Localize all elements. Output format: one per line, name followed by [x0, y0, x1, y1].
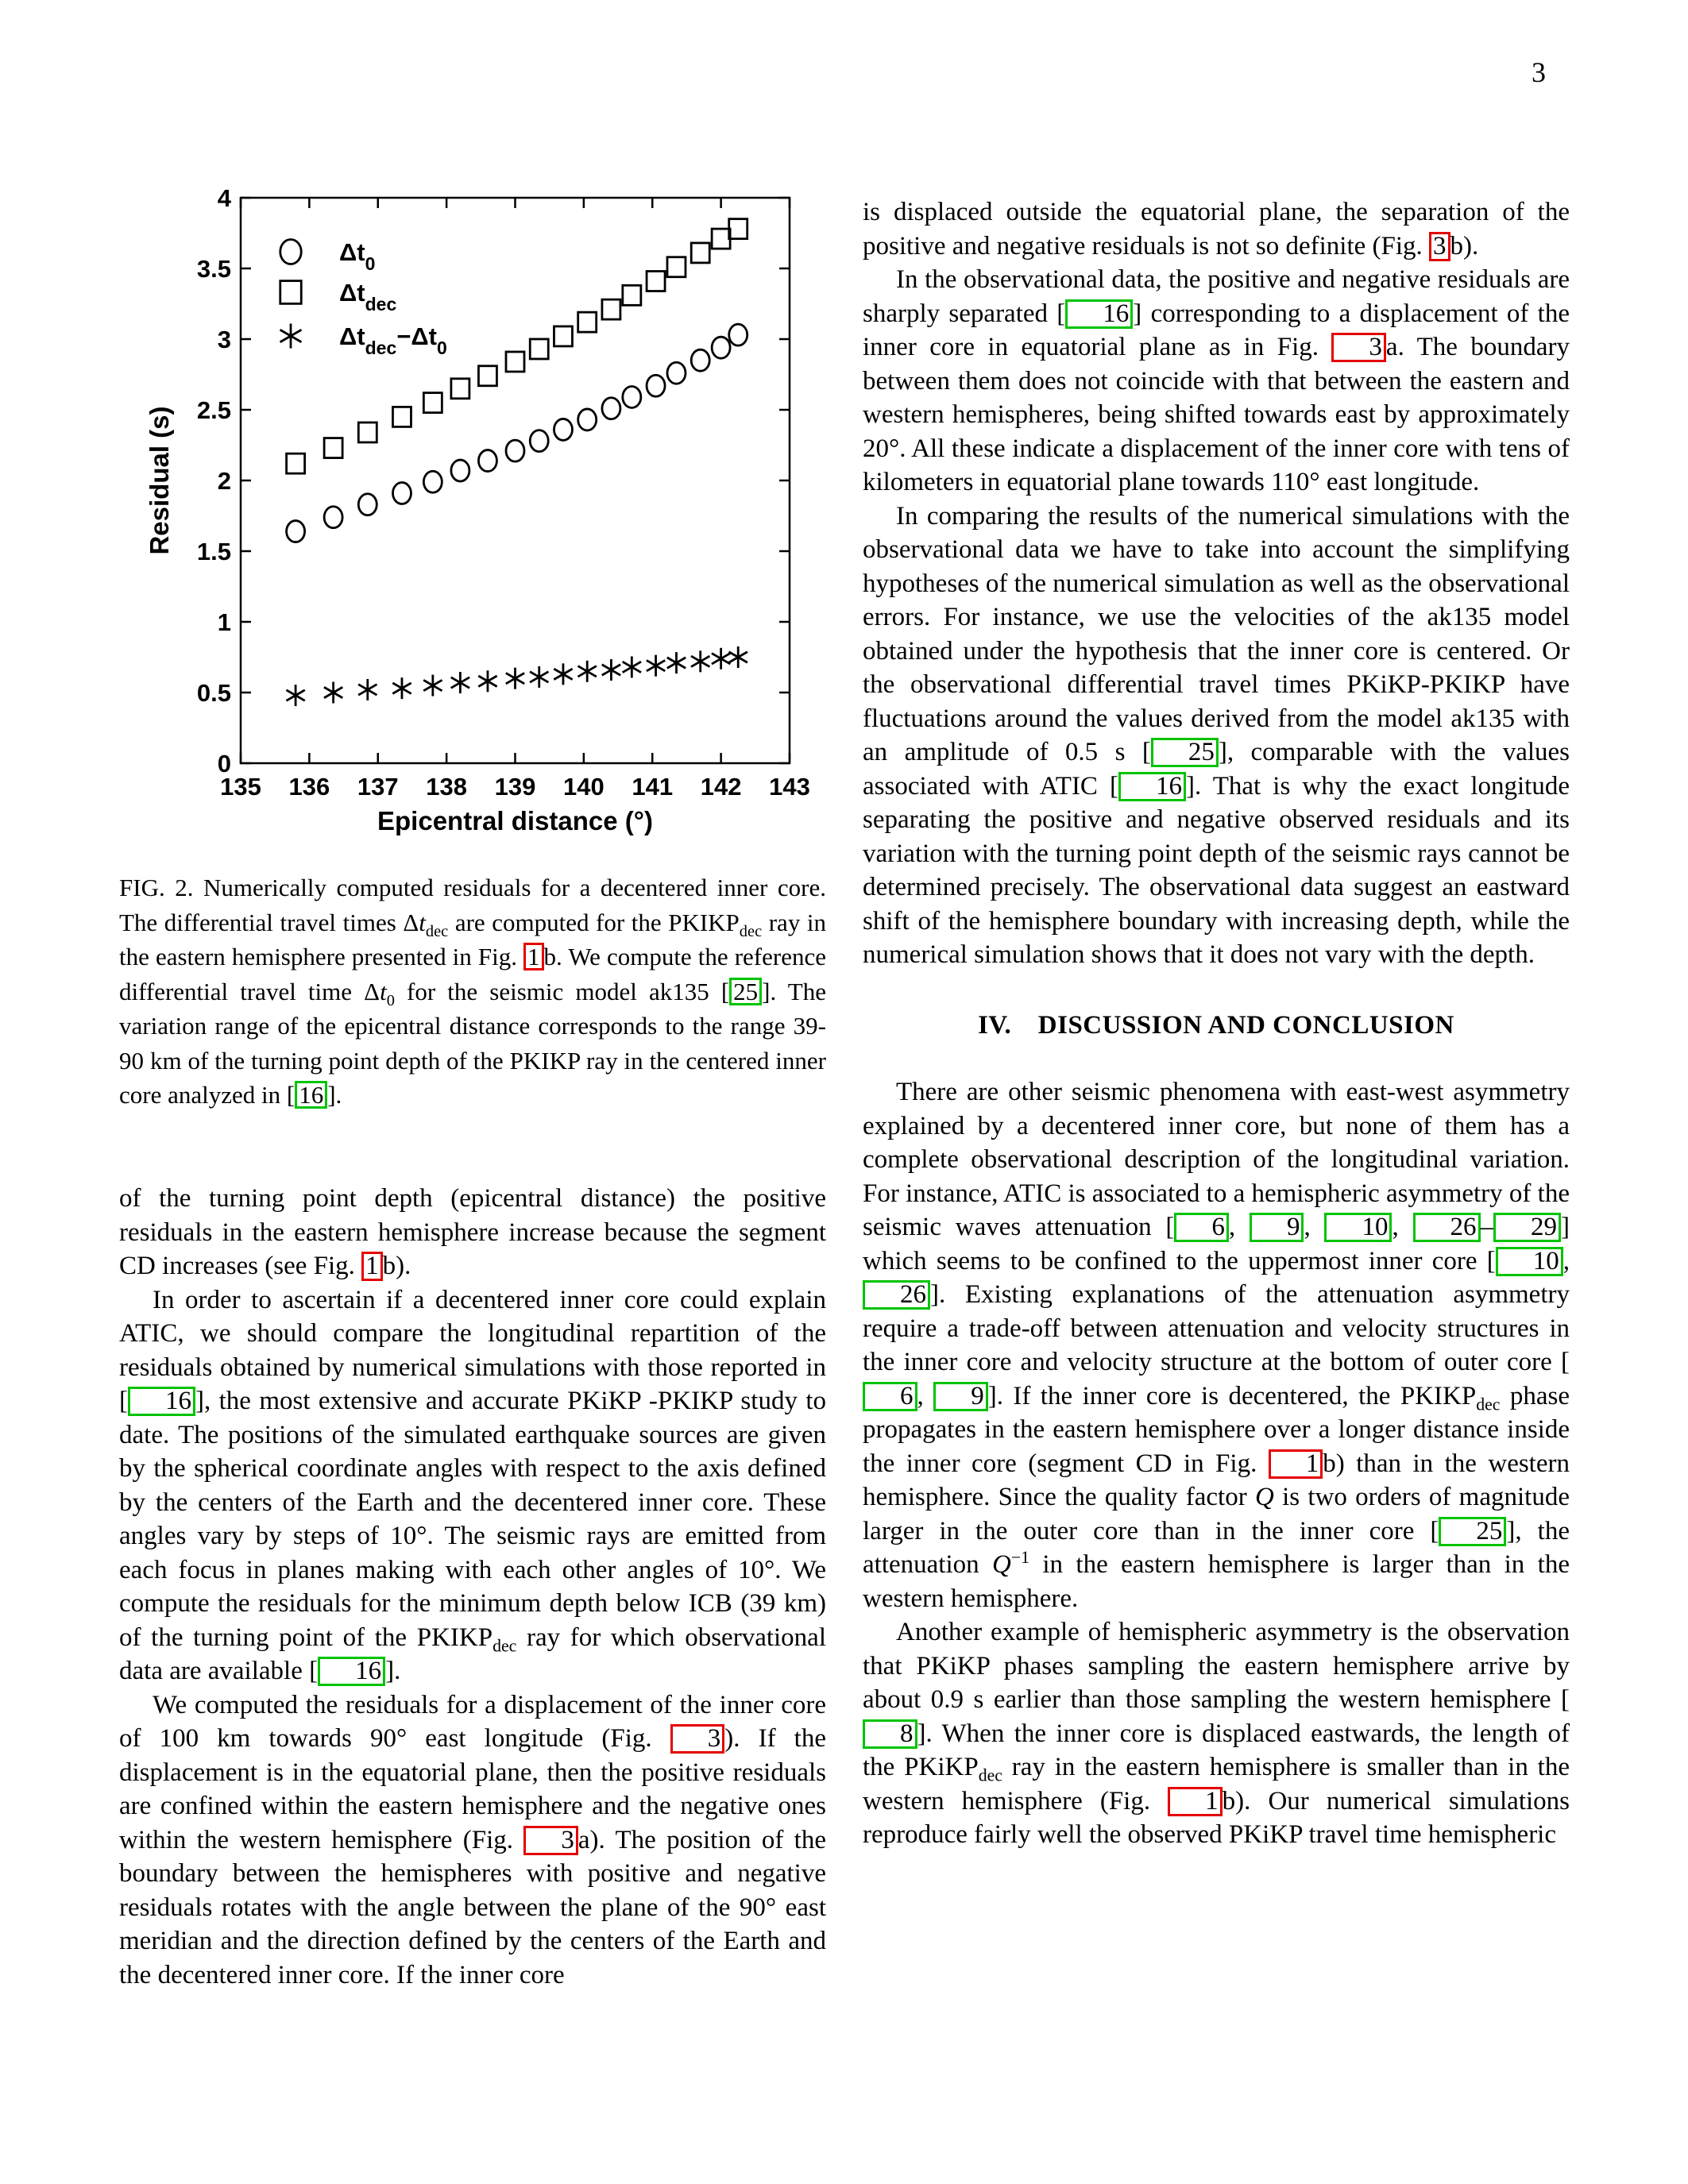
citation-link[interactable]: 6: [1174, 1213, 1229, 1242]
data-point-square: [423, 393, 442, 413]
data-point-circle: [392, 483, 411, 504]
figure-link[interactable]: 3: [1331, 333, 1386, 362]
x-tick-label: 140: [563, 773, 605, 801]
paragraph: We computed the residuals for a displacement of the inner core of 100 km towards 90° east longitude (Fig. 3 ). If the displacement is in the equatorial plane, then the positive residuals are confined within the eastern hemisphere and the negative ones within the western hemisphere (Fig. 3 a). The position of the boundary between the hemispheres with positive and negative residuals rotates with the angle between the plane of the 90° east meridian and the direction defined by the centers of the Earth and the decentered inner core. If the inner core: [119, 1690, 826, 1989]
data-point-circle: [602, 398, 620, 419]
paragraph: In the observational data, the positive and negative residuals are sharply separated [ 16 ] corresponding to a displacement of the inner core in equatorial plane as in Fig. 3 a. The boundary between them does not coincide with that between the eastern and western hemispheres, being shifted towards east by approximately 20°. All these indicate a displacement of the inner core with tens of kilometers in equatorial plane towards 110° east longitude.: [863, 265, 1570, 496]
data-point-circle: [578, 409, 597, 430]
data-point-square: [324, 438, 342, 458]
data-point-circle: [280, 239, 301, 264]
x-tick-label: 138: [426, 773, 467, 801]
x-tick-label: 143: [769, 773, 810, 801]
x-axis-label: Epicentral distance (°): [377, 806, 653, 835]
figure-link[interactable]: 1: [1269, 1449, 1323, 1479]
data-point-circle: [506, 440, 524, 461]
figure-link[interactable]: 1: [1168, 1787, 1223, 1816]
data-point-square: [358, 423, 377, 442]
data-point-circle: [729, 324, 747, 345]
y-tick-label: 3.5: [196, 255, 231, 283]
page-number: 3: [1532, 56, 1546, 88]
citation-link[interactable]: 25: [1439, 1517, 1506, 1546]
citation-link[interactable]: 25: [729, 978, 762, 1005]
data-point-square: [647, 272, 665, 291]
left-column: [119, 1182, 826, 1992]
citation-link[interactable]: 16: [295, 1081, 327, 1109]
residuals-chart: [0, 0, 874, 854]
citation-link[interactable]: 6: [863, 1382, 917, 1411]
data-point-circle: [623, 386, 641, 407]
citation-link[interactable]: 29: [1493, 1213, 1561, 1242]
citation-link[interactable]: 16: [1065, 299, 1133, 329]
x-tick-label: 142: [700, 773, 742, 801]
citation-link[interactable]: 10: [1324, 1213, 1392, 1242]
data-point-square: [554, 326, 572, 346]
data-point-circle: [358, 494, 377, 515]
figure-caption: FIG. 2. Numerically computed residuals for a decentered inner core. The differential travel times $\Delta t_{dec}$ are computed for the $PKIKP_{dec}$ ray in the eastern hemisphere presented in Fig. 1 b. We compute the reference differential travel time $\Delta t_0$ for the seismic model ak135 [ 25 ]. The variation range of the epicentral distance corresponds to the range 39-90 km of the turning point depth of the PKIKP ray in the centered inner core analyzed in [ 16 ].: [119, 874, 827, 1109]
data-point-circle: [667, 362, 686, 384]
right-column: [863, 195, 1570, 1852]
paragraph: In order to ascertain if a decentered inner core could explain ATIC, we should compare the longitudinal repartition of the residuals obtained by numerical simulations with those reported in [ 16 ], the most extensive and accurate PKiKP -PKIKP study to date. The positions of the simulated earthquake sources are given by the spherical coordinate angles with respect to the axis defined by the centers of the Earth and the decentered inner core. These angles vary by steps of 10°. The seismic rays are emitted from each focus in planes making with each other angles of 10°. We compute the residuals for the minimum depth below ICB (39 km) of the turning point of the $PKIKP_{dec}$ ray for which observational data are available [ 16 ].: [119, 1285, 826, 1685]
data-point-square: [287, 453, 305, 473]
y-tick-label: 1: [217, 608, 231, 636]
legend-entry: $\Delta t_{dec}-\Delta t_0$: [339, 322, 447, 358]
figure-link[interactable]: 1: [361, 1252, 383, 1281]
data-point-square: [667, 257, 686, 277]
data-point-circle: [691, 349, 709, 371]
citation-link[interactable]: 9: [1250, 1213, 1304, 1242]
citation-link[interactable]: 8: [863, 1719, 917, 1749]
legend-entry: $\Delta t_{dec}$: [339, 279, 397, 314]
citation-link[interactable]: 26: [863, 1280, 930, 1310]
y-tick-label: 0: [217, 750, 231, 778]
x-tick-label: 141: [632, 773, 674, 801]
paragraph: In comparing the results of the numerical simulations with the observational data we have to take into account the simplifying hypotheses of the numerical simulation as well as the observational errors. For instance, we use the velocities of the ak135 model obtained under the hypothesis that the inner core is centered. Or the observational differential travel times PKiKP-PKIKP have fluctuations around the values derived from the model ak135 with an amplitude of 0.5 s [ 25 ], comparable with the values associated with ATIC [ 16 ]. That is why the exact longitude separating the positive and negative observed residuals and its variation with the turning point depth of the seismic rays cannot be determined precisely. The observational data suggest an eastward shift of the hemisphere boundary with increasing depth, while the numerical simulation shows that it does not vary with the depth.: [863, 501, 1570, 969]
data-point-square: [578, 312, 597, 332]
paragraph: is displaced outside the equatorial plane, the separation of the positive and negative residuals is not so definite (Fig. 3 b).: [863, 198, 1570, 260]
data-point-circle: [423, 471, 442, 492]
data-point-circle: [324, 507, 342, 528]
x-tick-label: 137: [357, 773, 399, 801]
data-point-square: [451, 379, 469, 399]
data-point-circle: [287, 521, 305, 542]
data-point-square: [506, 352, 524, 372]
data-point-square: [392, 407, 411, 426]
y-tick-label: 1.5: [196, 538, 231, 565]
figure-2: [0, 0, 874, 854]
data-point-square: [602, 299, 620, 319]
citation-link[interactable]: 16: [128, 1387, 195, 1416]
data-point-circle: [478, 450, 496, 472]
citation-link[interactable]: 16: [318, 1657, 385, 1686]
data-point-square: [530, 339, 548, 359]
data-point-square: [280, 281, 301, 304]
data-point-circle: [451, 460, 469, 481]
y-tick-label: 0.5: [196, 679, 231, 707]
citation-link[interactable]: 16: [1118, 772, 1186, 801]
paragraph: There are other seismic phenomena with east-west asymmetry explained by a decentered inner core, but none of them has a complete observational description of the longitudinal variation. For instance, ATIC is associated to a hemispheric asymmetry of the seismic waves attenuation [ 6 , 9 , 10 , 26 – 29 ] which seems to be confined to the uppermost inner core [ 10 , 26 ]. Existing explanations of the attenuation asymmetry require a trade-off between attenuation and velocity structures in the inner core and velocity structure at the bottom of outer core [6 , 9 ]. If the inner core is decentered, the $PKIKP_{dec}$ phase propagates in the eastern hemisphere over a longer distance inside the inner core (segment CD in Fig. 1 b) than in the western hemisphere. Since the quality factor Q is two orders of magnitude larger in the outer core than in the inner core [ 25 ], the attenuation $Q^{-1}$ in the eastern hemisphere is larger than in the western hemisphere.: [863, 1078, 1570, 1613]
figure-link[interactable]: 3: [670, 1724, 725, 1754]
citation-link[interactable]: 9: [933, 1382, 988, 1411]
data-point-square: [712, 229, 730, 249]
citation-link[interactable]: 26: [1413, 1213, 1481, 1242]
citation-link[interactable]: 10: [1496, 1247, 1563, 1276]
figure-link[interactable]: 3: [1429, 232, 1450, 261]
paragraph: of the turning point depth (epicentral distance) the positive residuals in the eastern hemisphere increase because the segment CD increases (see Fig. 1 b).: [119, 1184, 826, 1280]
y-axis-label: Residual (s): [145, 406, 174, 555]
data-point-circle: [712, 337, 730, 358]
y-tick-label: 4: [217, 184, 231, 212]
data-point-square: [729, 219, 747, 239]
x-tick-label: 139: [494, 773, 536, 801]
data-point-circle: [530, 430, 548, 452]
data-point-square: [691, 243, 709, 263]
y-tick-label: 2: [217, 467, 231, 495]
x-tick-label: 136: [288, 773, 330, 801]
data-point-circle: [554, 419, 572, 440]
y-tick-label: 2.5: [196, 396, 231, 424]
data-point-square: [478, 366, 496, 386]
data-point-circle: [647, 375, 665, 396]
citation-link[interactable]: 25: [1151, 738, 1219, 767]
x-tick-label: 135: [220, 773, 261, 801]
data-point-square: [623, 285, 641, 305]
section-heading: IV. DISCUSSION AND CONCLUSION: [978, 1010, 1454, 1040]
figure-link[interactable]: 3: [523, 1826, 578, 1855]
y-tick-label: 3: [217, 326, 231, 353]
figure-link[interactable]: 1: [523, 943, 544, 970]
legend-entry: $\Delta t_0$: [339, 238, 376, 274]
paragraph: Another example of hemispheric asymmetry is the observation that PKiKP phases sampling the eastern hemisphere arrive by about 0.9 s earlier than those sampling the western hemisphere [8 ]. When the inner core is displaced eastwards, the length of the PKiKP$_{dec}$ ray in the eastern hemisphere is smaller than in the western hemisphere (Fig. 1 b). Our numerical simulations reproduce fairly well the observed PKiKP travel time hemispheric: [863, 1618, 1570, 1849]
